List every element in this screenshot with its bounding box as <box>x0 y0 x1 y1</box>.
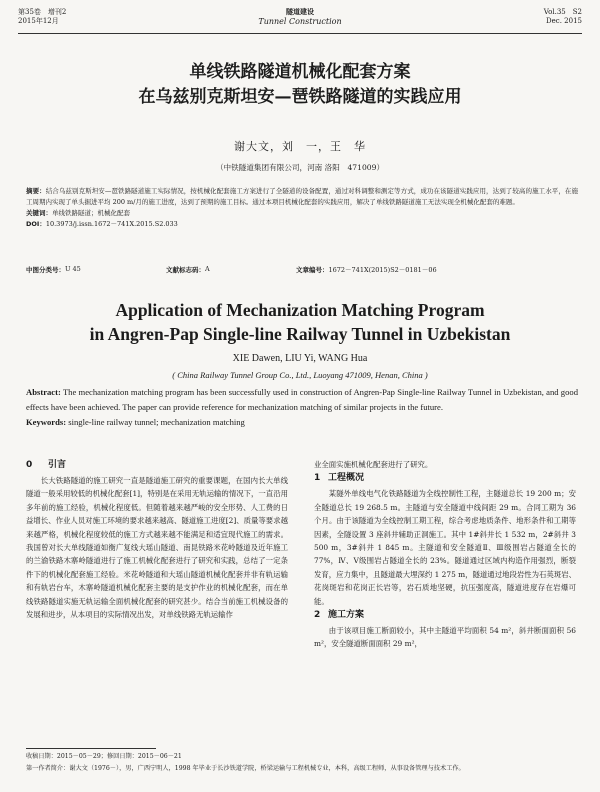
doc-code-label: 文献标志码： <box>166 266 205 274</box>
date-en: Dec. 2015 <box>546 17 582 25</box>
keywords-en-label: Keywords: <box>26 417 67 427</box>
keywords-cn: 单线铁路隧道；机械化配套 <box>52 209 130 217</box>
keywords-cn-label: 关键词： <box>26 209 52 217</box>
section-2-body: 由于该项目施工断面较小，其中主隧道平均面积 54 m²，斜井断面面积 56 m²，安全隧道断面面积 29 m²， <box>314 626 576 649</box>
date-cn: 2015年12月 <box>18 17 59 25</box>
section-1-heading <box>314 471 576 486</box>
doc-code: A <box>205 265 210 273</box>
title-cn-line1: 单线铁路隧道机械化配套方案 <box>189 62 411 82</box>
running-header <box>18 8 582 36</box>
title-en-line1: Application of Mechanization Matching Program <box>115 300 485 320</box>
title-en <box>0 298 600 346</box>
title-cn-line2: 在乌兹别克斯坦安—琶铁路隧道的实践应用 <box>138 87 462 107</box>
article-no: 1672－741X(2015)S2－0181－06 <box>328 266 437 274</box>
abstract-cn <box>26 186 578 230</box>
authors-cn: 谢大文，刘 一，王 华 <box>234 140 366 153</box>
body-column-right <box>314 458 576 651</box>
footnote-received: 收稿日期：2015－05－29；修回日期：2015－06－21 <box>26 753 182 760</box>
keywords-en: single-line railway tunnel; mechanization matching <box>68 417 245 427</box>
journal-name-cn: 隧道建设 <box>286 8 314 16</box>
section-1-body: 某隧外单线电气化铁路隧道为全线控制性工程，主隧道总长 19 200 m；安全隧道总长 19 268.5 m。主隧道与安全隧道中线间距 29 m。合同工期为 36 个月。由于该隧道为全线控制工期工程，综合考虑地质条件、地形条件和工期等因素，全隧设置 3 座斜井辅助正洞施工。其中 1#斜井长 1 532 m，2#斜井 3 500 m，3#斜井 1 845 m。主隧道和安全隧道Ⅱ、Ⅲ级围岩占隧道全长的 77%，Ⅳ、Ⅴ级围岩占隧道全长的 23%。隧道通过区域内构造作用强烈，断裂发育，应力集中，且隧道最大埋深约 1 275 m，隧道通过地段岩性为石英斑岩、花岗斑岩和花岗正长岩等，岩石质地坚硬，抗压强度高，隧道进度存在岩爆可能。 <box>314 489 576 606</box>
footnote-rule <box>26 748 156 749</box>
volume-en: Vol.35 S2 <box>543 8 582 16</box>
section-2-title: 施工方案 <box>328 610 365 621</box>
affiliation-cn: （中铁隧道集团有限公司，河南 洛阳 471009） <box>215 163 385 172</box>
volume-cn: 第35卷 增刊2 <box>18 8 67 16</box>
title-en-line2: in Angren-Pap Single-line Railway Tunnel in Uzbekistan <box>89 324 511 344</box>
clc-label: 中图分类号： <box>26 266 65 274</box>
title-cn <box>0 60 600 110</box>
body-column-left <box>26 458 288 621</box>
clc: U 45 <box>65 265 81 273</box>
affiliation-en: ( China Railway Tunnel Group Co., Ltd., Luoyang 471009, Henan, China ) <box>172 370 428 380</box>
footnote-author-bio: 第一作者简介：谢大文（1976－），男，广西宁明人，1998 年毕业于长沙铁道学院，桥梁运输与工程机械专业，本科，高级工程师，从事设备管理与技术工作。 <box>26 765 465 772</box>
section-1-number: 1 <box>314 473 321 484</box>
doi: 10.3973/j.issn.1672－741X.2015.S2.033 <box>45 220 178 228</box>
section-0-title: 引言 <box>48 460 67 470</box>
abstract-cn-text: 结合乌兹别克斯坦安—琶铁路隧道施工实际情况，按机械化配套施工方案进行了全隧道的设备配置，通过对科调整和测定等方式，成功在该隧道实践应用，达到了较高的施工水平，在施工周期内实现了单头掘进平均 200 m/月的施工进度，达到了预期的施工目标。通过本项目机械化配套的实践应用，解决了单线铁路隧道施工无法实现全机械化配套的难题。 <box>26 187 579 206</box>
section-0-heading <box>26 458 288 473</box>
abstract-en-label: Abstract: <box>26 387 61 397</box>
section-2-number: 2 <box>314 610 321 621</box>
header-right <box>544 8 582 26</box>
section-0-body-continued: 业全面实施机械化配套进行了研究。 <box>314 460 433 469</box>
abstract-cn-label: 摘要： <box>26 187 46 195</box>
section-1-title: 工程概况 <box>328 473 365 484</box>
article-no-label: 文章编号： <box>296 266 329 274</box>
header-rule <box>18 33 582 34</box>
authors-en: XIE Dawen, LIU Yi, WANG Hua <box>232 353 368 364</box>
section-2-heading <box>314 608 576 623</box>
journal-name-en: Tunnel Construction <box>258 17 342 26</box>
section-0-body: 长大铁路隧道的施工研究一直是隧道施工研究的重要课题，在国内长大单线隧道一般采用较低的机械化配套[1]，特别是在采用无轨运输的情况下，一直沿用多年前的施工经验，机械化程度低。但随着越来越严峻的安全形势、人工费的日益增长、作业人员对施工环境的要求越来越高、隧道施工进度[2]、质量等要求越来越严格，机械化程度较低的施工方式越来越不能满足和适宜现代施工的需求。我国曾对长大单线隧道如衡广复线大瑶山隧道、南昆铁路米花岭隧道及近年施工的兰渝铁路木寨岭隧道进行了施工机械化配套进行了研究和实践，总结了一定条件下的机械化配套施工经验。米花岭隧道和大瑶山隧道机械化配套并非有轨运输和有轨岩台车，木寨岭隧道机械化配套主要的是支护作业的机械化配套，而在单线铁路隧道实施无轨运输全面机械化配套的研究甚少。结合当前施工机械设备的发展和进步，从本项目的实际情况出发，对单线铁路无轨运输作 <box>26 476 288 620</box>
abstract-en <box>26 385 578 430</box>
section-0-number: 0 <box>26 460 33 470</box>
abstract-en-text: The mechanization matching program has been successfully used in construction of Angren-Pap Single-line Railway Tunnel in Uzbekistan, and good effects have been achieved. The paper can provide reference for mechanization matching of similar projects in the future. <box>26 387 578 412</box>
doi-label: DOI： <box>26 220 46 228</box>
header-center <box>18 8 582 26</box>
